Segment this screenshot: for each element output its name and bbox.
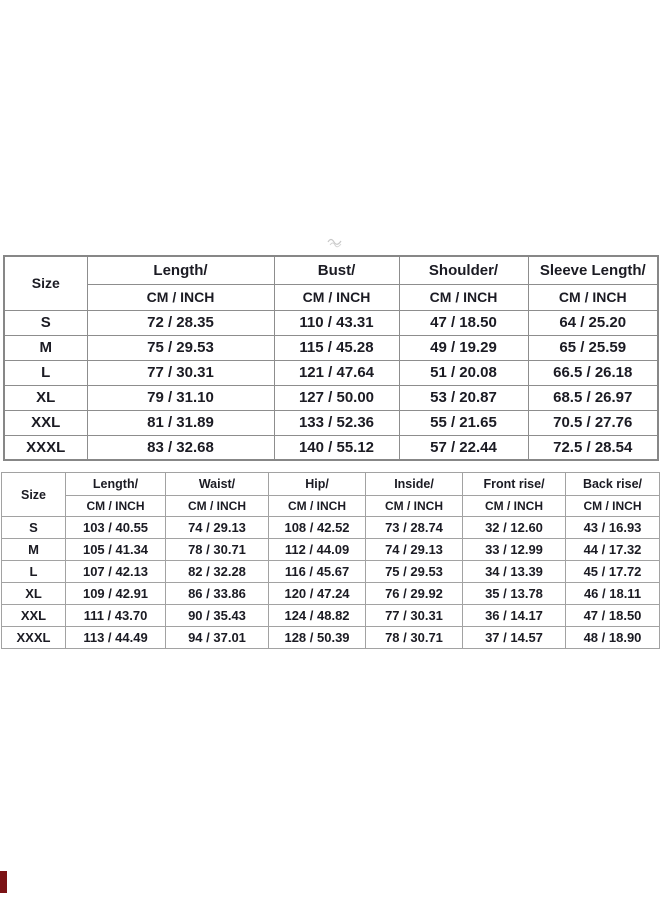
measurement-column-header: Length/	[87, 256, 274, 284]
measurement-value-cell: 111 / 43.70	[66, 605, 166, 627]
measurement-value-cell: 34 / 13.39	[463, 561, 566, 583]
measurement-value-cell: 32 / 12.60	[463, 517, 566, 539]
measurement-column-header: Shoulder/	[399, 256, 528, 284]
measurement-value-cell: 120 / 47.24	[269, 583, 366, 605]
measurement-value-cell: 105 / 41.34	[66, 539, 166, 561]
table-row	[4, 335, 658, 360]
measurement-value-cell: 55 / 21.65	[399, 410, 528, 435]
table-row	[2, 561, 660, 583]
measurement-value-cell: 127 / 50.00	[274, 385, 399, 410]
measurement-value-cell: 110 / 43.31	[274, 310, 399, 335]
measurement-value-cell: 109 / 42.91	[66, 583, 166, 605]
measurement-value-cell: 86 / 33.86	[166, 583, 269, 605]
size-label-cell: XXXL	[4, 435, 87, 460]
measurement-value-cell: 103 / 40.55	[66, 517, 166, 539]
measurement-value-cell: 74 / 29.13	[366, 539, 463, 561]
size-label-cell: S	[4, 310, 87, 335]
measurement-value-cell: 113 / 44.49	[66, 627, 166, 649]
measurement-value-cell: 75 / 29.53	[87, 335, 274, 360]
measurement-value-cell: 49 / 19.29	[399, 335, 528, 360]
measurement-value-cell: 81 / 31.89	[87, 410, 274, 435]
measurement-column-header: Inside/	[366, 473, 463, 496]
measurement-value-cell: 121 / 47.64	[274, 360, 399, 385]
unit-header: CM / INCH	[66, 496, 166, 517]
measurement-value-cell: 76 / 29.92	[366, 583, 463, 605]
measurement-column-header: Front rise/	[463, 473, 566, 496]
measurement-value-cell: 75 / 29.53	[366, 561, 463, 583]
measurement-value-cell: 51 / 20.08	[399, 360, 528, 385]
size-label-cell: XXXL	[2, 627, 66, 649]
measurement-value-cell: 70.5 / 27.76	[528, 410, 658, 435]
measurement-value-cell: 78 / 30.71	[166, 539, 269, 561]
measurement-value-cell: 43 / 16.93	[566, 517, 660, 539]
size-column-header: Size	[4, 256, 87, 310]
measurement-value-cell: 66.5 / 26.18	[528, 360, 658, 385]
measurement-value-cell: 65 / 25.59	[528, 335, 658, 360]
measurement-value-cell: 47 / 18.50	[566, 605, 660, 627]
unit-header: CM / INCH	[87, 284, 274, 310]
measurement-value-cell: 112 / 44.09	[269, 539, 366, 561]
table-row	[4, 310, 658, 335]
unit-header: CM / INCH	[463, 496, 566, 517]
measurement-value-cell: 35 / 13.78	[463, 583, 566, 605]
size-label-cell: M	[2, 539, 66, 561]
size-chart-pants	[1, 472, 660, 649]
measurement-value-cell: 107 / 42.13	[66, 561, 166, 583]
size-label-cell: XL	[4, 385, 87, 410]
size-chart-garment	[3, 255, 659, 461]
measurement-value-cell: 74 / 29.13	[166, 517, 269, 539]
measurement-value-cell: 33 / 12.99	[463, 539, 566, 561]
measurement-value-cell: 72.5 / 28.54	[528, 435, 658, 460]
measurement-value-cell: 79 / 31.10	[87, 385, 274, 410]
size-column-header: Size	[2, 473, 66, 517]
measurement-column-header: Length/	[66, 473, 166, 496]
size-label-cell: L	[2, 561, 66, 583]
measurement-value-cell: 133 / 52.36	[274, 410, 399, 435]
measurement-value-cell: 47 / 18.50	[399, 310, 528, 335]
size-label-cell: M	[4, 335, 87, 360]
squiggle-mark	[326, 236, 344, 249]
unit-header: CM / INCH	[399, 284, 528, 310]
table-row	[2, 627, 660, 649]
unit-header: CM / INCH	[166, 496, 269, 517]
corner-accent-mark	[0, 871, 7, 893]
table-row	[2, 517, 660, 539]
measurement-value-cell: 108 / 42.52	[269, 517, 366, 539]
measurement-value-cell: 48 / 18.90	[566, 627, 660, 649]
unit-header: CM / INCH	[269, 496, 366, 517]
measurement-value-cell: 68.5 / 26.97	[528, 385, 658, 410]
table-row	[2, 539, 660, 561]
measurement-value-cell: 115 / 45.28	[274, 335, 399, 360]
measurement-value-cell: 37 / 14.57	[463, 627, 566, 649]
size-label-cell: XXL	[2, 605, 66, 627]
measurement-value-cell: 83 / 32.68	[87, 435, 274, 460]
size-label-cell: XXL	[4, 410, 87, 435]
measurement-value-cell: 46 / 18.11	[566, 583, 660, 605]
measurement-value-cell: 77 / 30.31	[87, 360, 274, 385]
measurement-value-cell: 94 / 37.01	[166, 627, 269, 649]
measurement-value-cell: 45 / 17.72	[566, 561, 660, 583]
table-row	[4, 385, 658, 410]
measurement-column-header: Waist/	[166, 473, 269, 496]
measurement-value-cell: 44 / 17.32	[566, 539, 660, 561]
measurement-column-header: Bust/	[274, 256, 399, 284]
measurement-value-cell: 128 / 50.39	[269, 627, 366, 649]
measurement-value-cell: 140 / 55.12	[274, 435, 399, 460]
size-label-cell: S	[2, 517, 66, 539]
table-row	[4, 410, 658, 435]
measurement-value-cell: 82 / 32.28	[166, 561, 269, 583]
table-row	[2, 605, 660, 627]
measurement-value-cell: 116 / 45.67	[269, 561, 366, 583]
measurement-value-cell: 36 / 14.17	[463, 605, 566, 627]
measurement-value-cell: 73 / 28.74	[366, 517, 463, 539]
measurement-value-cell: 57 / 22.44	[399, 435, 528, 460]
measurement-value-cell: 77 / 30.31	[366, 605, 463, 627]
table-row	[2, 583, 660, 605]
size-label-cell: XL	[2, 583, 66, 605]
measurement-value-cell: 124 / 48.82	[269, 605, 366, 627]
measurement-value-cell: 78 / 30.71	[366, 627, 463, 649]
measurement-value-cell: 72 / 28.35	[87, 310, 274, 335]
measurement-column-header: Back rise/	[566, 473, 660, 496]
table-row	[4, 360, 658, 385]
table-row	[4, 435, 658, 460]
unit-header: CM / INCH	[566, 496, 660, 517]
measurement-value-cell: 53 / 20.87	[399, 385, 528, 410]
measurement-column-header: Sleeve Length/	[528, 256, 658, 284]
measurement-column-header: Hip/	[269, 473, 366, 496]
size-label-cell: L	[4, 360, 87, 385]
unit-header: CM / INCH	[366, 496, 463, 517]
unit-header: CM / INCH	[274, 284, 399, 310]
measurement-value-cell: 64 / 25.20	[528, 310, 658, 335]
unit-header: CM / INCH	[528, 284, 658, 310]
measurement-value-cell: 90 / 35.43	[166, 605, 269, 627]
